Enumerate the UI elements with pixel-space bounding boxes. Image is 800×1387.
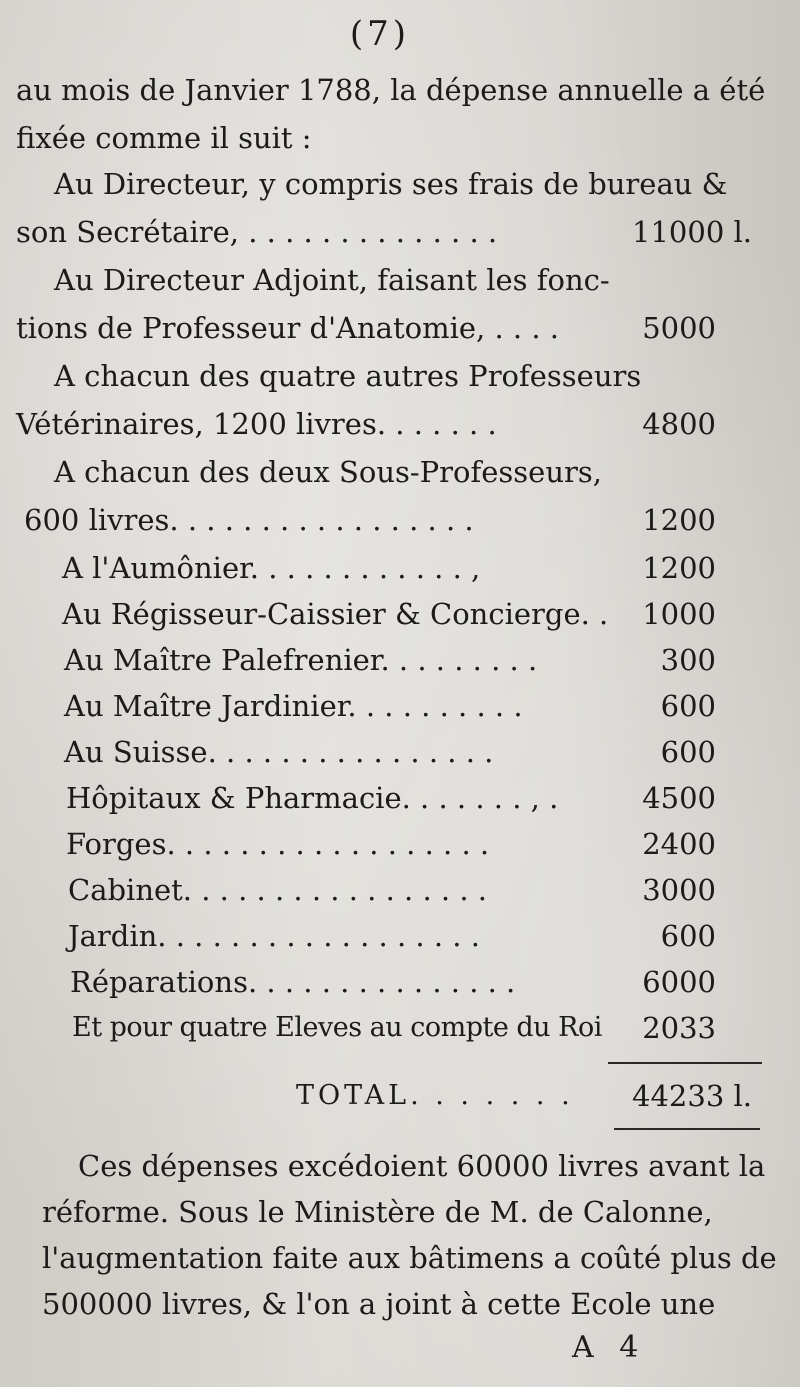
entry-garden: Jardin. . . . . . . . . . . . . . . . . . bbox=[68, 919, 480, 953]
entry-director-line-2: son Secrétaire, . . . . . . . . . . . . . . bbox=[16, 215, 498, 249]
entry-forges-amount: 2400 bbox=[642, 827, 716, 861]
total-rule-top bbox=[608, 1062, 762, 1064]
entry-hospitals-amount: 4500 bbox=[642, 781, 716, 815]
intro-line-2: fixée comme il suit : bbox=[16, 121, 312, 155]
total-amount: 44233 l. bbox=[632, 1079, 752, 1113]
entry-steward-amount: 1000 bbox=[642, 597, 716, 631]
entry-head-gardener: Au Maître Jardinier. . . . . . . . . . bbox=[64, 689, 523, 723]
entry-director-line-1: Au Directeur, y compris ses frais de bureau & bbox=[54, 167, 728, 201]
entry-head-groom: Au Maître Palefrenier. . . . . . . . . bbox=[64, 643, 538, 677]
entry-chaplain-amount: 1200 bbox=[642, 551, 716, 585]
closing-line-2: réforme. Sous le Ministère de M. de Calonne, bbox=[42, 1195, 713, 1229]
entry-hospitals: Hôpitaux & Pharmacie. . . . . . . , . bbox=[66, 781, 559, 815]
entry-sub-professors-amount: 1200 bbox=[642, 503, 716, 537]
entry-repairs: Réparations. . . . . . . . . . . . . . . bbox=[70, 965, 516, 999]
entry-sub-professors-line-1: A chacun des deux Sous-Professeurs, bbox=[54, 455, 602, 489]
entry-repairs-amount: 6000 bbox=[642, 965, 716, 999]
entry-porter-amount: 600 bbox=[660, 735, 716, 769]
entry-professors-line-2: Vétérinaires, 1200 livres. . . . . . . bbox=[16, 407, 497, 441]
closing-line-4: 500000 livres, & l'on a joint à cette Ecole une bbox=[42, 1287, 716, 1321]
entry-director-amount: 11000 l. bbox=[632, 215, 752, 249]
entry-forges: Forges. . . . . . . . . . . . . . . . . . bbox=[66, 827, 490, 861]
total-rule-bottom bbox=[614, 1128, 760, 1130]
entry-professors-amount: 4800 bbox=[642, 407, 716, 441]
entry-students: Et pour quatre Eleves au compte du Roi bbox=[72, 1012, 602, 1043]
signature-mark: A 4 bbox=[572, 1330, 647, 1365]
entry-professors-line-1: A chacun des quatre autres Professeurs bbox=[54, 359, 642, 393]
entry-head-groom-amount: 300 bbox=[660, 643, 716, 677]
total-label: TOTAL. . . . . . . bbox=[296, 1080, 574, 1111]
intro-line-1: au mois de Janvier 1788, la dépense annuelle a été bbox=[16, 73, 766, 107]
closing-line-3: l'augmentation faite aux bâtimens a coûté plus de bbox=[42, 1241, 777, 1275]
entry-sub-professors-line-2: 600 livres. . . . . . . . . . . . . . . . . bbox=[24, 503, 474, 537]
entry-assistant-director-amount: 5000 bbox=[642, 311, 716, 345]
entry-head-gardener-amount: 600 bbox=[660, 689, 716, 723]
entry-assistant-director-line-2: tions de Professeur d'Anatomie, . . . . bbox=[16, 311, 559, 345]
entry-garden-amount: 600 bbox=[660, 919, 716, 953]
entry-cabinet: Cabinet. . . . . . . . . . . . . . . . . bbox=[68, 873, 488, 907]
entry-assistant-director-line-1: Au Directeur Adjoint, faisant les fonc- bbox=[54, 263, 610, 297]
entry-cabinet-amount: 3000 bbox=[642, 873, 716, 907]
entry-students-amount: 2033 bbox=[642, 1011, 716, 1045]
entry-steward: Au Régisseur-Caissier & Concierge. . bbox=[62, 597, 609, 631]
closing-line-1: Ces dépenses excédoient 60000 livres avant la bbox=[78, 1149, 766, 1183]
entry-porter: Au Suisse. . . . . . . . . . . . . . . . bbox=[64, 735, 494, 769]
entry-chaplain: A l'Aumônier. . . . . . . . . . . . , bbox=[62, 551, 481, 585]
page-number: (7) bbox=[349, 14, 411, 54]
